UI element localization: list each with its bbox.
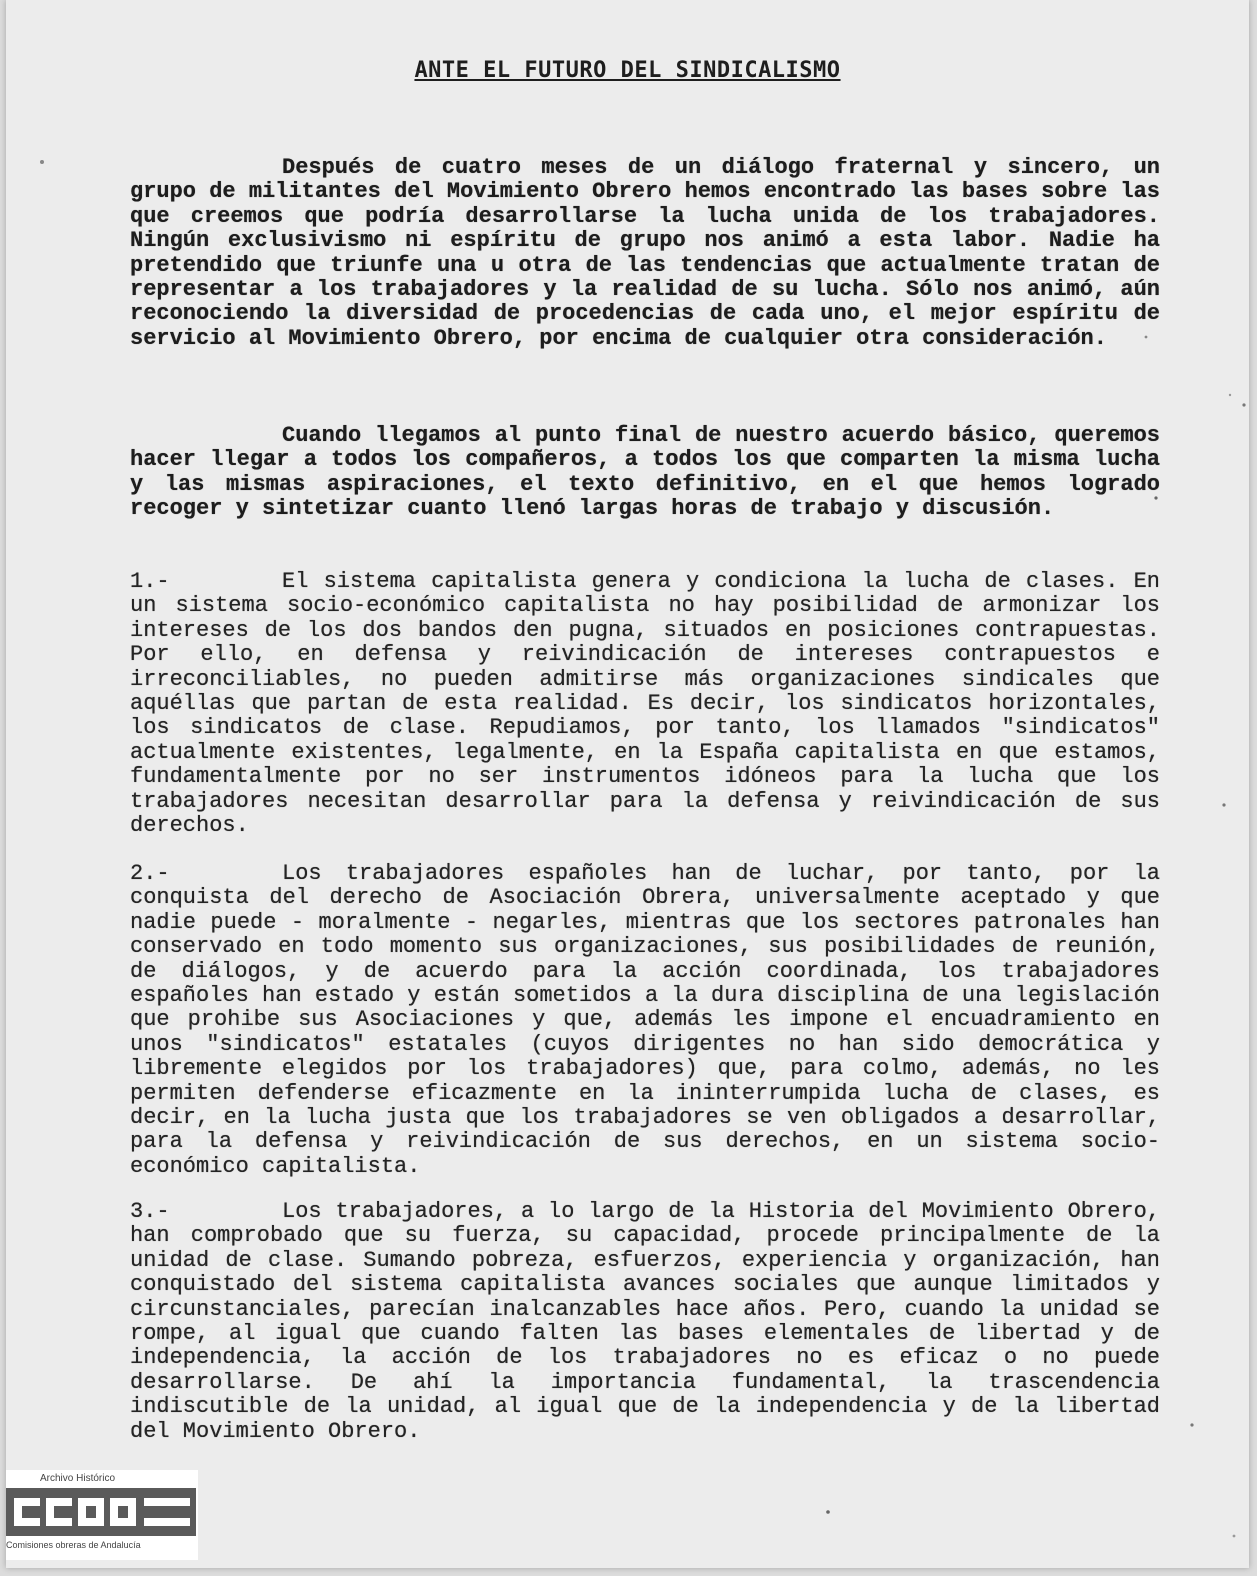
point-3 — [130, 1200, 1160, 1444]
archive-subtitle: Comisiones obreras de Andalucía — [6, 1540, 141, 1550]
point-number: 1.- — [130, 569, 170, 594]
archive-logo — [6, 1470, 198, 1560]
point-1 — [130, 570, 1160, 838]
archive-label: Archivo Histórico — [40, 1473, 116, 1484]
point-number: 3.- — [130, 1199, 170, 1224]
intro-paragraph-1: Después de cuatro meses de un diálogo fraternal y sincero, un grupo de militantes del Movimiento Obrero hemos encontrado las bases sobre las que creemos que podría desarrollarse la lucha unida de los trabajadores. Ningún exclusivismo ni espíritu de grupo nos animó a esta labor. Nadie ha pretendido que triunfe una u otra de las tendencias que actualmente tratan de representar a los trabajadores y la realidad de su lucha. Sólo nos animó, aún reconociendo la diversidad de procedencias de cada uno, el mejor espíritu de servicio al Movimiento Obrero, por encima de cualquier otra consideración. — [130, 155, 1160, 351]
point-text: Los trabajadores españoles han de luchar, por tanto, por la conquista del derecho de Asociación Obrera, universalmente aceptado y que nadie puede - moralmente - negarles, mientras que los sectores patronales han conservado en todo momento sus organizaciones, sus posibilidades de reunión, de diálogos, y de acuerdo para la acción coordinada, los trabajadores españoles han estado y están sometidos a la dura disciplina de una legislación que prohibe sus Asociaciones y que, además les impone el encuadramiento en unos "sindicatos" estatales (cuyos dirigentes no han sido democrática y libremente elegidos por los trabajadores) que, para colmo, además, no les permiten defenderse eficazmente en la ininterrumpida lucha de clases, es decir, en la lucha justa que los trabajadores se ven obligados a desarrollar, para la defensa y reivindicación de sus derechos, en un sistema socio-económico capitalista. — [130, 861, 1160, 1179]
point-text: El sistema capitalista genera y condiciona la lucha de clases. En un sistema socio-económico capitalista no hay posibilidad de armonizar los intereses de los dos bandos den pugna, situados en posiciones contrapuestas. Por ello, en defensa y reivindicación de intereses contrapuestos e irreconciliables, no pueden admitirse más organizaciones sindicales que aquéllas que partan de esta realidad. Es decir, los sindicatos horizontales, los sindicatos de clase. Repudiamos, por tanto, los llamados "sindicatos" actualmente existentes, legalmente, en la España capitalista en que estamos, fundamentalmente por no ser instrumentos idóneos para la lucha que los trabajadores necesitan desarrollar para la defensa y reivindicación de sus derechos. — [130, 569, 1160, 839]
document-page — [6, 0, 1249, 1568]
point-text: Los trabajadores, a lo largo de la Historia del Movimiento Obrero, han comprobado que su fuerza, su capacidad, procede principalmente de la unidad de clase. Sumando pobreza, esfuerzos, experiencia y organización, han conquistado del sistema capitalista avances sociales que aunque limitados y circunstanciales, parecían inalcanzables hace años. Pero, cuando la unidad se rompe, al igual que cuando falten las bases elementales de libertad y de independencia, la acción de los trabajadores no es eficaz o no puede desarrollarse. De ahí la importancia fundamental, la trascendencia indiscutible de la unidad, al igual que de la independencia y de la libertad del Movimiento Obrero. — [130, 1199, 1160, 1444]
point-2 — [130, 862, 1160, 1179]
document-title: ANTE EL FUTURO DEL SINDICALISMO — [414, 58, 841, 83]
intro-paragraph-2: Cuando llegamos al punto final de nuestro acuerdo básico, queremos hacer llegar a todos los compañeros, a todos los que comparten la misma lucha y las mismas aspiraciones, el texto definitivo, en el que hemos logrado recoger y sintetizar cuanto llenó largas horas de trabajo y discusión. — [130, 423, 1160, 522]
ccoo-logo-icon — [6, 1488, 196, 1536]
point-number: 2.- — [130, 861, 170, 886]
